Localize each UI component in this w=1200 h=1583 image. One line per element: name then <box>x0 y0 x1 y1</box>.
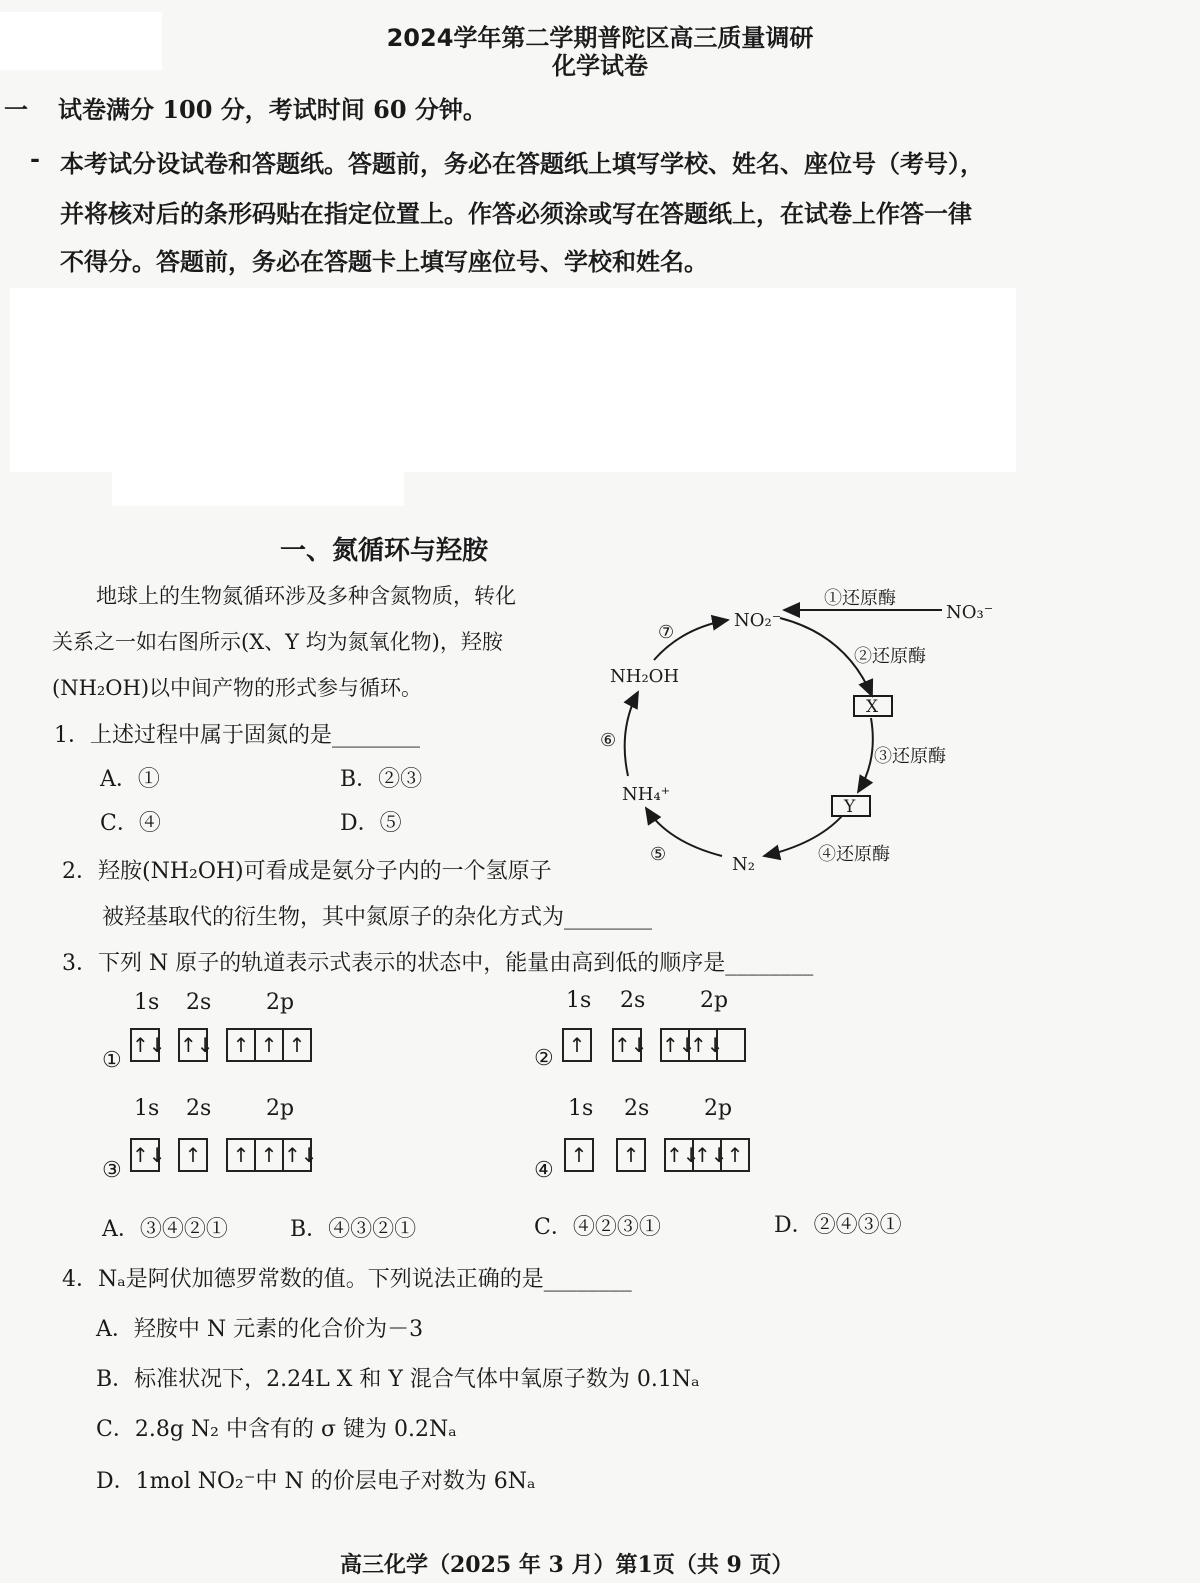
orbital-2s: ↑↓ <box>178 1028 208 1062</box>
arrow-nh4-to-nh2oh <box>625 692 638 776</box>
nitrogen-cycle-diagram <box>596 580 996 880</box>
q4-stem: 4．Nₐ是阿伏加德罗常数的值。下列说法正确的是________ <box>62 1267 632 1292</box>
label-2s: 2s <box>186 1096 212 1121</box>
orbital-1s: ↑↓ <box>130 1138 160 1172</box>
q1-option-d[interactable]: D．⑤ <box>340 811 402 836</box>
orbital-state-4 <box>532 1096 792 1186</box>
q1-option-c[interactable]: C．④ <box>100 811 161 836</box>
label-1s: 1s <box>568 1096 594 1121</box>
redaction-box-middle <box>10 288 1016 472</box>
orbital-state-3 <box>100 1096 360 1186</box>
label-2p: 2p <box>700 988 729 1013</box>
step-1: ①还原酶 <box>824 588 896 609</box>
orbital-2s: ↑↓ <box>612 1028 642 1062</box>
orbital-2p-2: ↑ <box>254 1138 284 1172</box>
q3-option-d[interactable]: D．②④③① <box>774 1213 902 1238</box>
intro-line-2: 关系之一如右图所示(X、Y 均为氮氧化物)，羟胺 <box>52 630 503 654</box>
exam-title: 2024学年第二学期普陀区高三质量调研 <box>386 24 814 52</box>
q4-option-b[interactable]: B．标准状况下，2.24L X 和 Y 混合气体中氧原子数为 0.1Nₐ <box>96 1367 700 1392</box>
notice-1: 试卷满分 100 分，考试时间 60 分钟。 <box>58 95 487 124</box>
q1-option-b[interactable]: B．②③ <box>340 767 423 792</box>
orbital-2p-3: ↑ <box>282 1028 312 1062</box>
orbital-2p-1: ↑ <box>226 1138 256 1172</box>
label-2s: 2s <box>620 988 646 1013</box>
notice-2-line2: 并将核对后的条形码贴在指定位置上。作答必须涂或写在答题纸上，在试卷上作答一律 <box>60 199 972 228</box>
redaction-box-middle-lower <box>112 472 404 506</box>
orbital-2p-3: ↑ <box>720 1138 750 1172</box>
intro-line-3: (NH₂OH)以中间产物的形式参与循环。 <box>52 676 423 700</box>
step-6: ⑥ <box>600 730 617 751</box>
label-2s: 2s <box>186 990 212 1015</box>
orbital-2s: ↑ <box>616 1138 646 1172</box>
q3-option-b[interactable]: B．④③②① <box>290 1217 417 1242</box>
orbital-2p-2: ↑↓ <box>692 1138 722 1172</box>
orbital-state-2 <box>532 988 792 1071</box>
notice-1-mark: 一 <box>4 95 28 124</box>
q4-option-c[interactable]: C．2.8g N₂ 中含有的 σ 键为 0.2Nₐ <box>96 1417 457 1442</box>
q3-option-a[interactable]: A．③④②① <box>102 1217 228 1242</box>
label-2s: 2s <box>624 1096 650 1121</box>
label-y: Y <box>844 797 856 817</box>
q1-stem: 1．上述过程中属于固氮的是________ <box>54 723 420 748</box>
label-nh4: NH₄⁺ <box>622 784 671 805</box>
step-7: ⑦ <box>658 622 675 643</box>
orbital-2p-1: ↑ <box>226 1028 256 1062</box>
q4-option-a[interactable]: A．羟胺中 N 元素的化合价为－3 <box>96 1317 424 1342</box>
label-nh2oh: NH₂OH <box>610 666 680 687</box>
orbital-2p-1: ↑↓ <box>664 1138 694 1172</box>
label-1s: 1s <box>566 988 592 1013</box>
orbital-2p-2: ↑ <box>254 1028 284 1062</box>
step-3: ③还原酶 <box>874 746 946 767</box>
step-5: ⑤ <box>650 844 667 865</box>
orbital-1s: ↑ <box>562 1028 592 1062</box>
orbital-1s: ↑ <box>564 1138 594 1172</box>
orbital-2p-2: ↑↓ <box>688 1028 718 1062</box>
label-no3: NO₃⁻ <box>946 602 994 623</box>
label-1s: 1s <box>134 1096 160 1121</box>
orbital-state-1 <box>100 990 360 1073</box>
orbital-2p-3 <box>716 1028 746 1062</box>
intro-line-1: 地球上的生物氮循环涉及多种含氮物质，转化 <box>96 584 516 608</box>
label-1s: 1s <box>134 990 160 1015</box>
exam-subtitle: 化学试卷 <box>552 52 648 80</box>
page-footer: 高三化学（2025 年 3 月）第1页（共 9 页） <box>340 1552 794 1578</box>
q3-option-c[interactable]: C．④②③① <box>534 1215 661 1240</box>
q2-line-1: 2．羟胺(NH₂OH)可看成是氨分子内的一个氢原子 <box>62 859 552 884</box>
state-mark: ② <box>534 1046 554 1071</box>
state-mark: ④ <box>534 1158 554 1183</box>
q4-option-d[interactable]: D．1mol NO₂⁻中 N 的价层电子对数为 6Nₐ <box>96 1469 536 1494</box>
orbital-2p-1: ↑↓ <box>660 1028 690 1062</box>
step-4: ④还原酶 <box>818 844 890 865</box>
orbital-2p-3: ↑↓ <box>282 1138 312 1172</box>
label-x: X <box>866 697 879 717</box>
label-2p: 2p <box>266 990 295 1015</box>
state-mark: ① <box>102 1048 122 1073</box>
step-2: ②还原酶 <box>854 646 926 667</box>
q2-line-2: 被羟基取代的衍生物，其中氮原子的杂化方式为________ <box>102 905 653 930</box>
arrow-x-to-y <box>858 718 873 792</box>
q1-option-a[interactable]: A．① <box>100 767 160 792</box>
state-mark: ③ <box>102 1158 122 1183</box>
orbital-2s: ↑ <box>178 1138 208 1172</box>
label-no2: NO₂⁻ <box>734 610 782 631</box>
notice-2-mark: - <box>30 144 40 173</box>
section-title: 一、氮循环与羟胺 <box>280 536 489 566</box>
label-n2: N₂ <box>732 854 755 875</box>
label-2p: 2p <box>266 1096 295 1121</box>
label-2p: 2p <box>704 1096 733 1121</box>
notice-2-line3: 不得分。答题前，务必在答题卡上填写座位号、学校和姓名。 <box>60 247 708 276</box>
notice-2-line1: 本考试分设试卷和答题纸。答题前，务必在答题纸上填写学校、姓名、座位号（考号）， <box>60 149 984 178</box>
q3-stem: 3．下列 N 原子的轨道表示式表示的状态中，能量由高到低的顺序是________ <box>62 951 814 976</box>
orbital-1s: ↑↓ <box>130 1028 160 1062</box>
